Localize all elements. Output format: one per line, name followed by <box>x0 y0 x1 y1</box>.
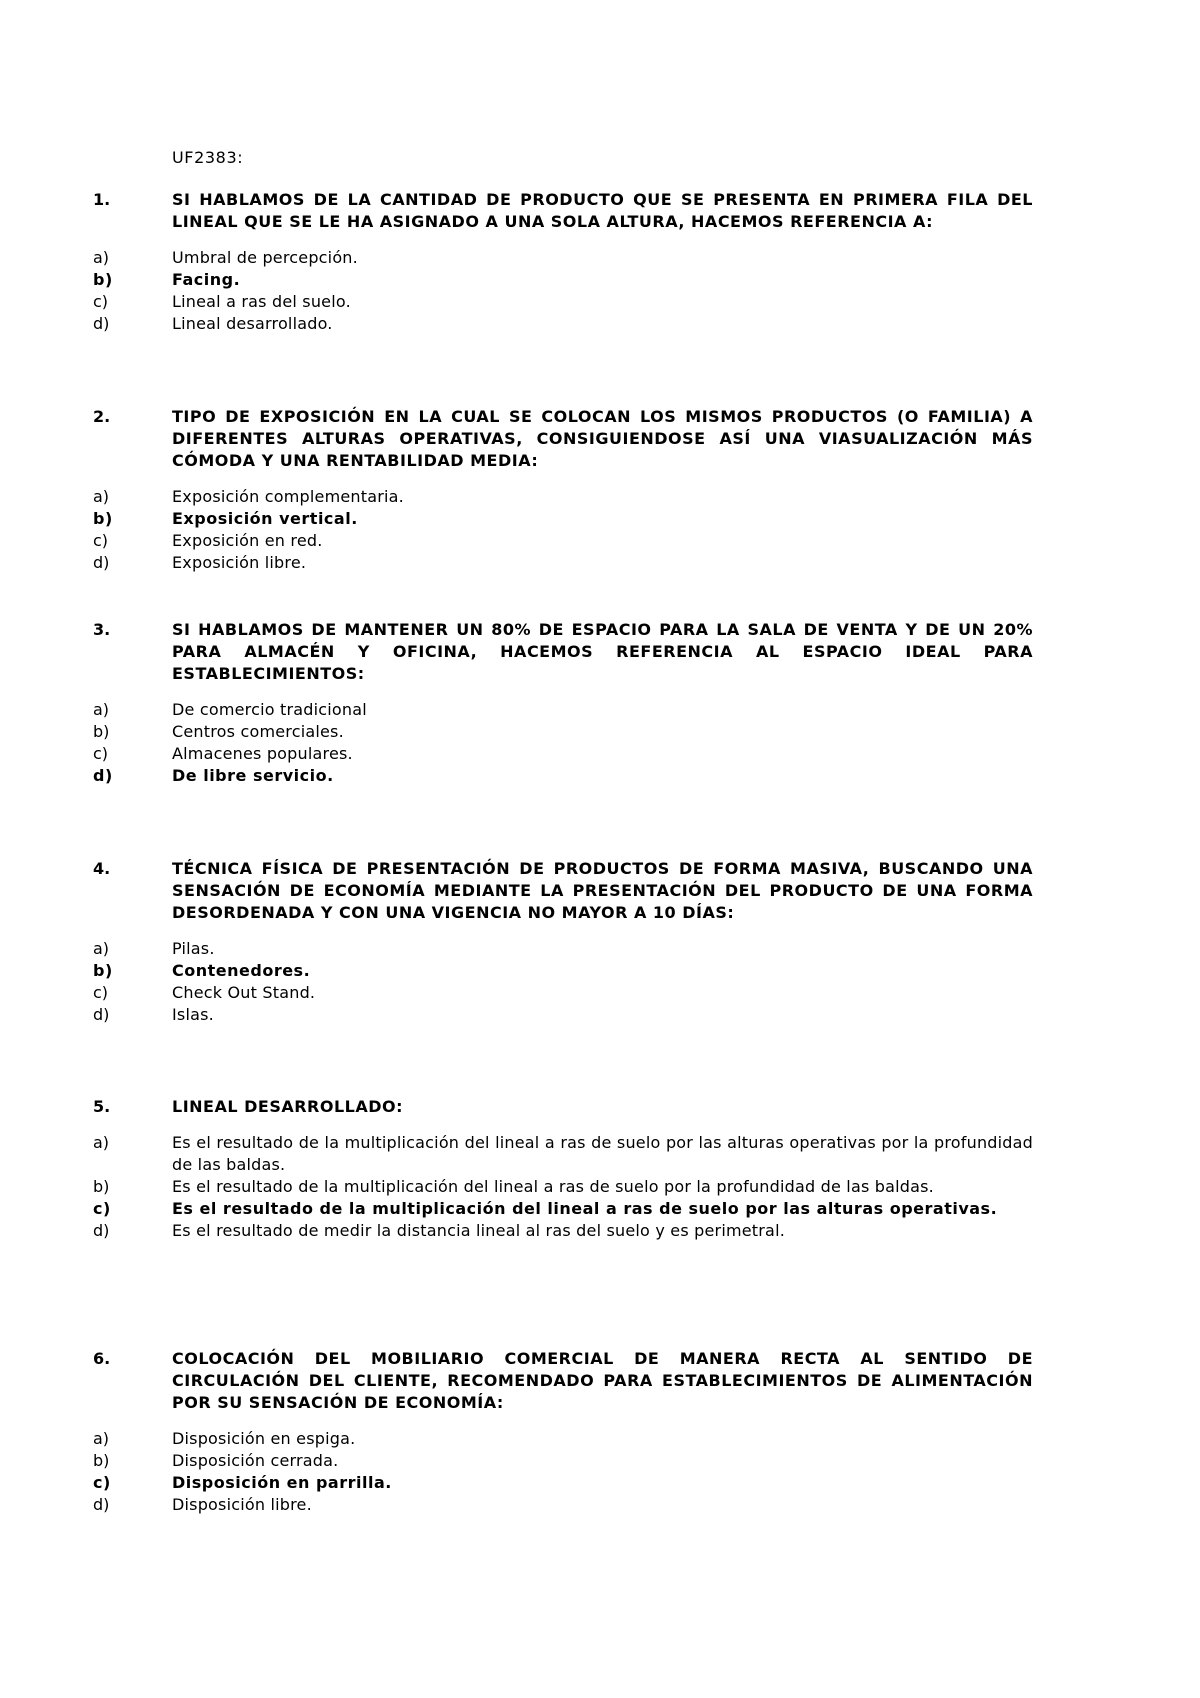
option-d: d) Lineal desarrollado. <box>93 314 333 333</box>
option-d: d) Es el resultado de medir la distancia lineal al ras del suelo y es perimetral. <box>93 1221 785 1240</box>
question-5 <box>93 1096 1033 1242</box>
options-list <box>93 247 1033 335</box>
option-b-correct: b) Facing. <box>93 270 241 289</box>
question-text: SI HABLAMOS DE LA CANTIDAD DE PRODUCTO QUE SE PRESENTA EN PRIMERA FILA DEL LINEAL QUE SE LE HA ASIGNADO A UNA SOLA ALTURA, HACEMOS REFERENCIA A: <box>172 190 1033 231</box>
options-list <box>93 699 1033 787</box>
option-b-correct: b) Contenedores. <box>93 961 311 980</box>
question-text: COLOCACIÓN DEL MOBILIARIO COMERCIAL DE MANERA RECTA AL SENTIDO DE CIRCULACIÓN DEL CLIENTE, RECOMENDADO PARA ESTABLECIMIENTOS DE ALIMENTACIÓN POR SU SENSACIÓN DE ECONOMÍA: <box>172 1349 1033 1412</box>
option-a: a) Es el resultado de la multiplicación del lineal a ras de suelo por las alturas operativas por la profundidad de las baldas. <box>93 1133 1033 1174</box>
option-a: a) De comercio tradicional <box>93 700 367 719</box>
question-text: SI HABLAMOS DE MANTENER UN 80% DE ESPACIO PARA LA SALA DE VENTA Y DE UN 20% PARA ALMACÉN Y OFICINA, HACEMOS REFERENCIA AL ESPACIO IDEAL PARA ESTABLECIMIENTOS: <box>172 620 1033 683</box>
question-number: 3. <box>93 620 111 639</box>
options-list <box>93 486 1033 574</box>
question-number: 6. <box>93 1349 111 1368</box>
option-b-correct: b) Exposición vertical. <box>93 509 358 528</box>
option-b: b) Es el resultado de la multiplicación del lineal a ras de suelo por la profundidad de las baldas. <box>93 1177 934 1196</box>
option-a: a) Umbral de percepción. <box>93 248 358 267</box>
question-3 <box>93 619 1033 787</box>
option-b: b) Centros comerciales. <box>93 722 344 741</box>
question-1 <box>93 189 1033 335</box>
option-c: c) Almacenes populares. <box>93 744 353 763</box>
option-d: d) Exposición libre. <box>93 553 307 572</box>
option-d-correct: d) De libre servicio. <box>93 766 334 785</box>
options-list <box>93 938 1033 1026</box>
option-d: d) Islas. <box>93 1005 214 1024</box>
question-4 <box>93 858 1033 1026</box>
question-number: 5. <box>93 1097 111 1116</box>
question-6 <box>93 1348 1033 1516</box>
document-code: UF2383: <box>172 148 244 167</box>
options-list <box>93 1428 1033 1516</box>
option-b: b) Disposición cerrada. <box>93 1451 339 1470</box>
option-c-correct: c) Es el resultado de la multiplicación del lineal a ras de suelo por las alturas operativas. <box>93 1199 998 1218</box>
options-list <box>93 1132 1033 1242</box>
option-a: a) Exposición complementaria. <box>93 487 404 506</box>
question-text: TIPO DE EXPOSICIÓN EN LA CUAL SE COLOCAN LOS MISMOS PRODUCTOS (O FAMILIA) A DIFERENTES ALTURAS OPERATIVAS, CONSIGUIENDOSE ASÍ UNA VIASUALIZACIÓN MÁS CÓMODA Y UNA RENTABILIDAD MEDIA: <box>172 407 1033 470</box>
option-a: a) Pilas. <box>93 939 215 958</box>
option-a: a) Disposición en espiga. <box>93 1429 356 1448</box>
option-c: c) Exposición en red. <box>93 531 323 550</box>
question-text: LINEAL DESARROLLADO: <box>172 1097 404 1116</box>
option-c: c) Lineal a ras del suelo. <box>93 292 351 311</box>
question-number: 4. <box>93 859 111 878</box>
question-2 <box>93 406 1033 574</box>
option-c-correct: c) Disposición en parrilla. <box>93 1473 392 1492</box>
option-c: c) Check Out Stand. <box>93 983 316 1002</box>
option-d: d) Disposición libre. <box>93 1495 312 1514</box>
question-number: 1. <box>93 190 111 209</box>
question-number: 2. <box>93 407 111 426</box>
question-text: TÉCNICA FÍSICA DE PRESENTACIÓN DE PRODUCTOS DE FORMA MASIVA, BUSCANDO UNA SENSACIÓN DE ECONOMÍA MEDIANTE LA PRESENTACIÓN DEL PRODUCTO DE UNA FORMA DESORDENADA Y CON UNA VIGENCIA NO MAYOR A 10 DÍAS: <box>172 859 1033 922</box>
